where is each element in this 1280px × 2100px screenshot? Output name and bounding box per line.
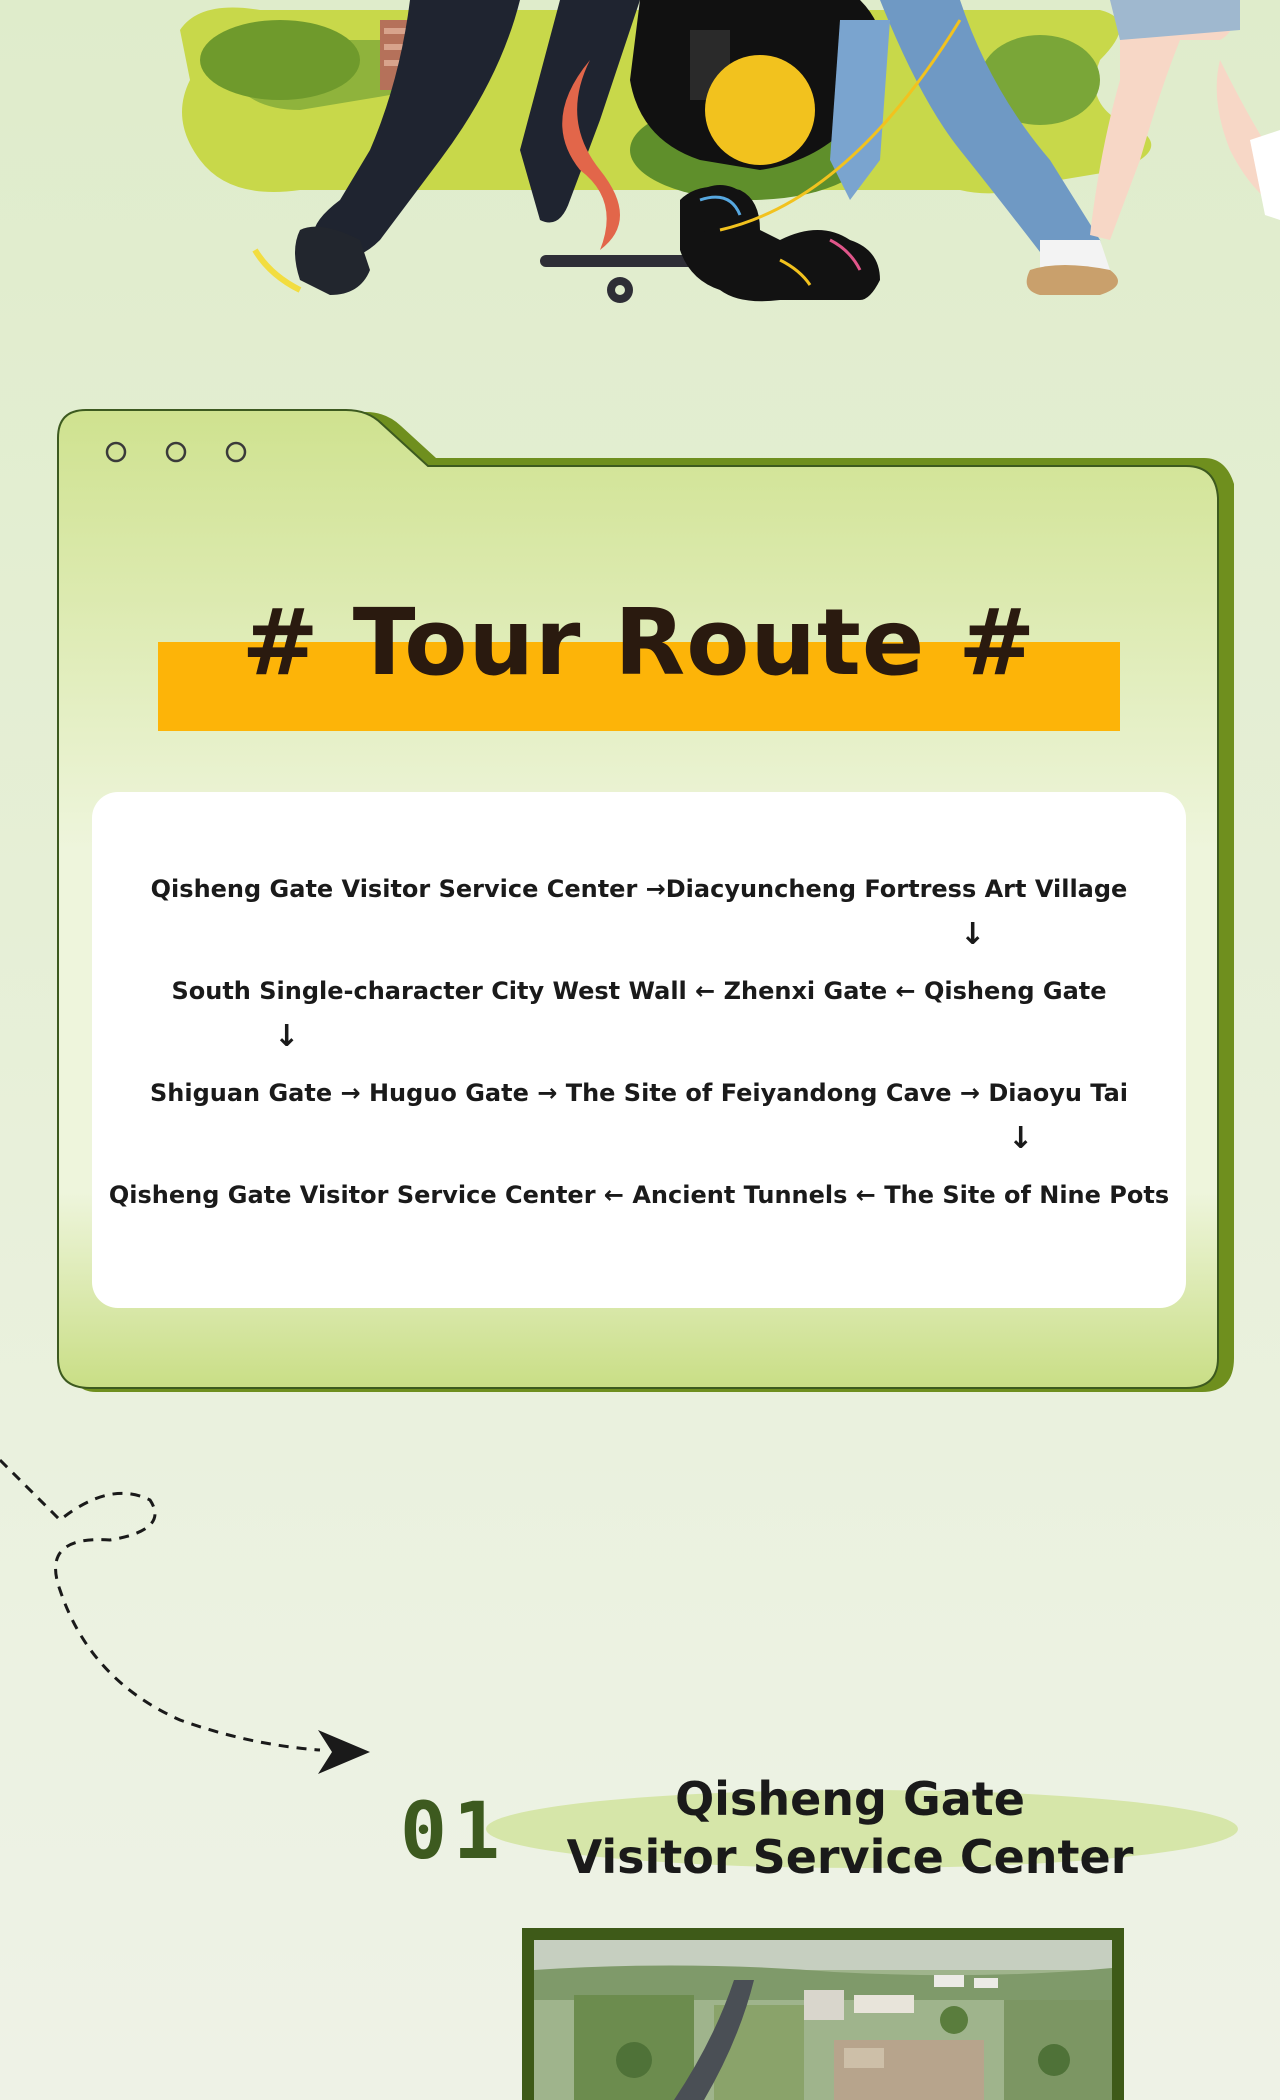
aerial-photo: [522, 1928, 1124, 2100]
section-title-line-2: Visitor Service Center: [566, 1830, 1134, 1884]
down-arrow-icon: ↓: [1008, 1121, 1034, 1156]
section-number: 01: [400, 1787, 506, 1877]
route-line-4: Qisheng Gate Visitor Service Center ← Ancient Tunnels ← The Site of Nine Pots: [108, 1181, 1170, 1209]
hero-illustration: [0, 0, 1280, 330]
route-panel: [92, 792, 1186, 1308]
section-title: [560, 1770, 1140, 1886]
route-line-2: South Single-character City West Wall ← Zhenxi Gate ← Qisheng Gate: [171, 977, 1107, 1005]
dashed-path-decoration: [0, 1440, 400, 1780]
down-arrow-icon: ↓: [960, 917, 986, 952]
route-line-1: Qisheng Gate Visitor Service Center →Diacyuncheng Fortress Art Village: [150, 875, 1128, 903]
arrow-head-icon: [318, 1730, 370, 1774]
down-arrow-icon: ↓: [274, 1019, 300, 1054]
section-title-line-1: Qisheng Gate: [675, 1772, 1025, 1826]
page-title: # Tour Route #: [241, 589, 1037, 696]
route-line-3: Shiguan Gate → Huguo Gate → The Site of Feiyandong Cave → Diaoyu Tai: [149, 1079, 1128, 1107]
